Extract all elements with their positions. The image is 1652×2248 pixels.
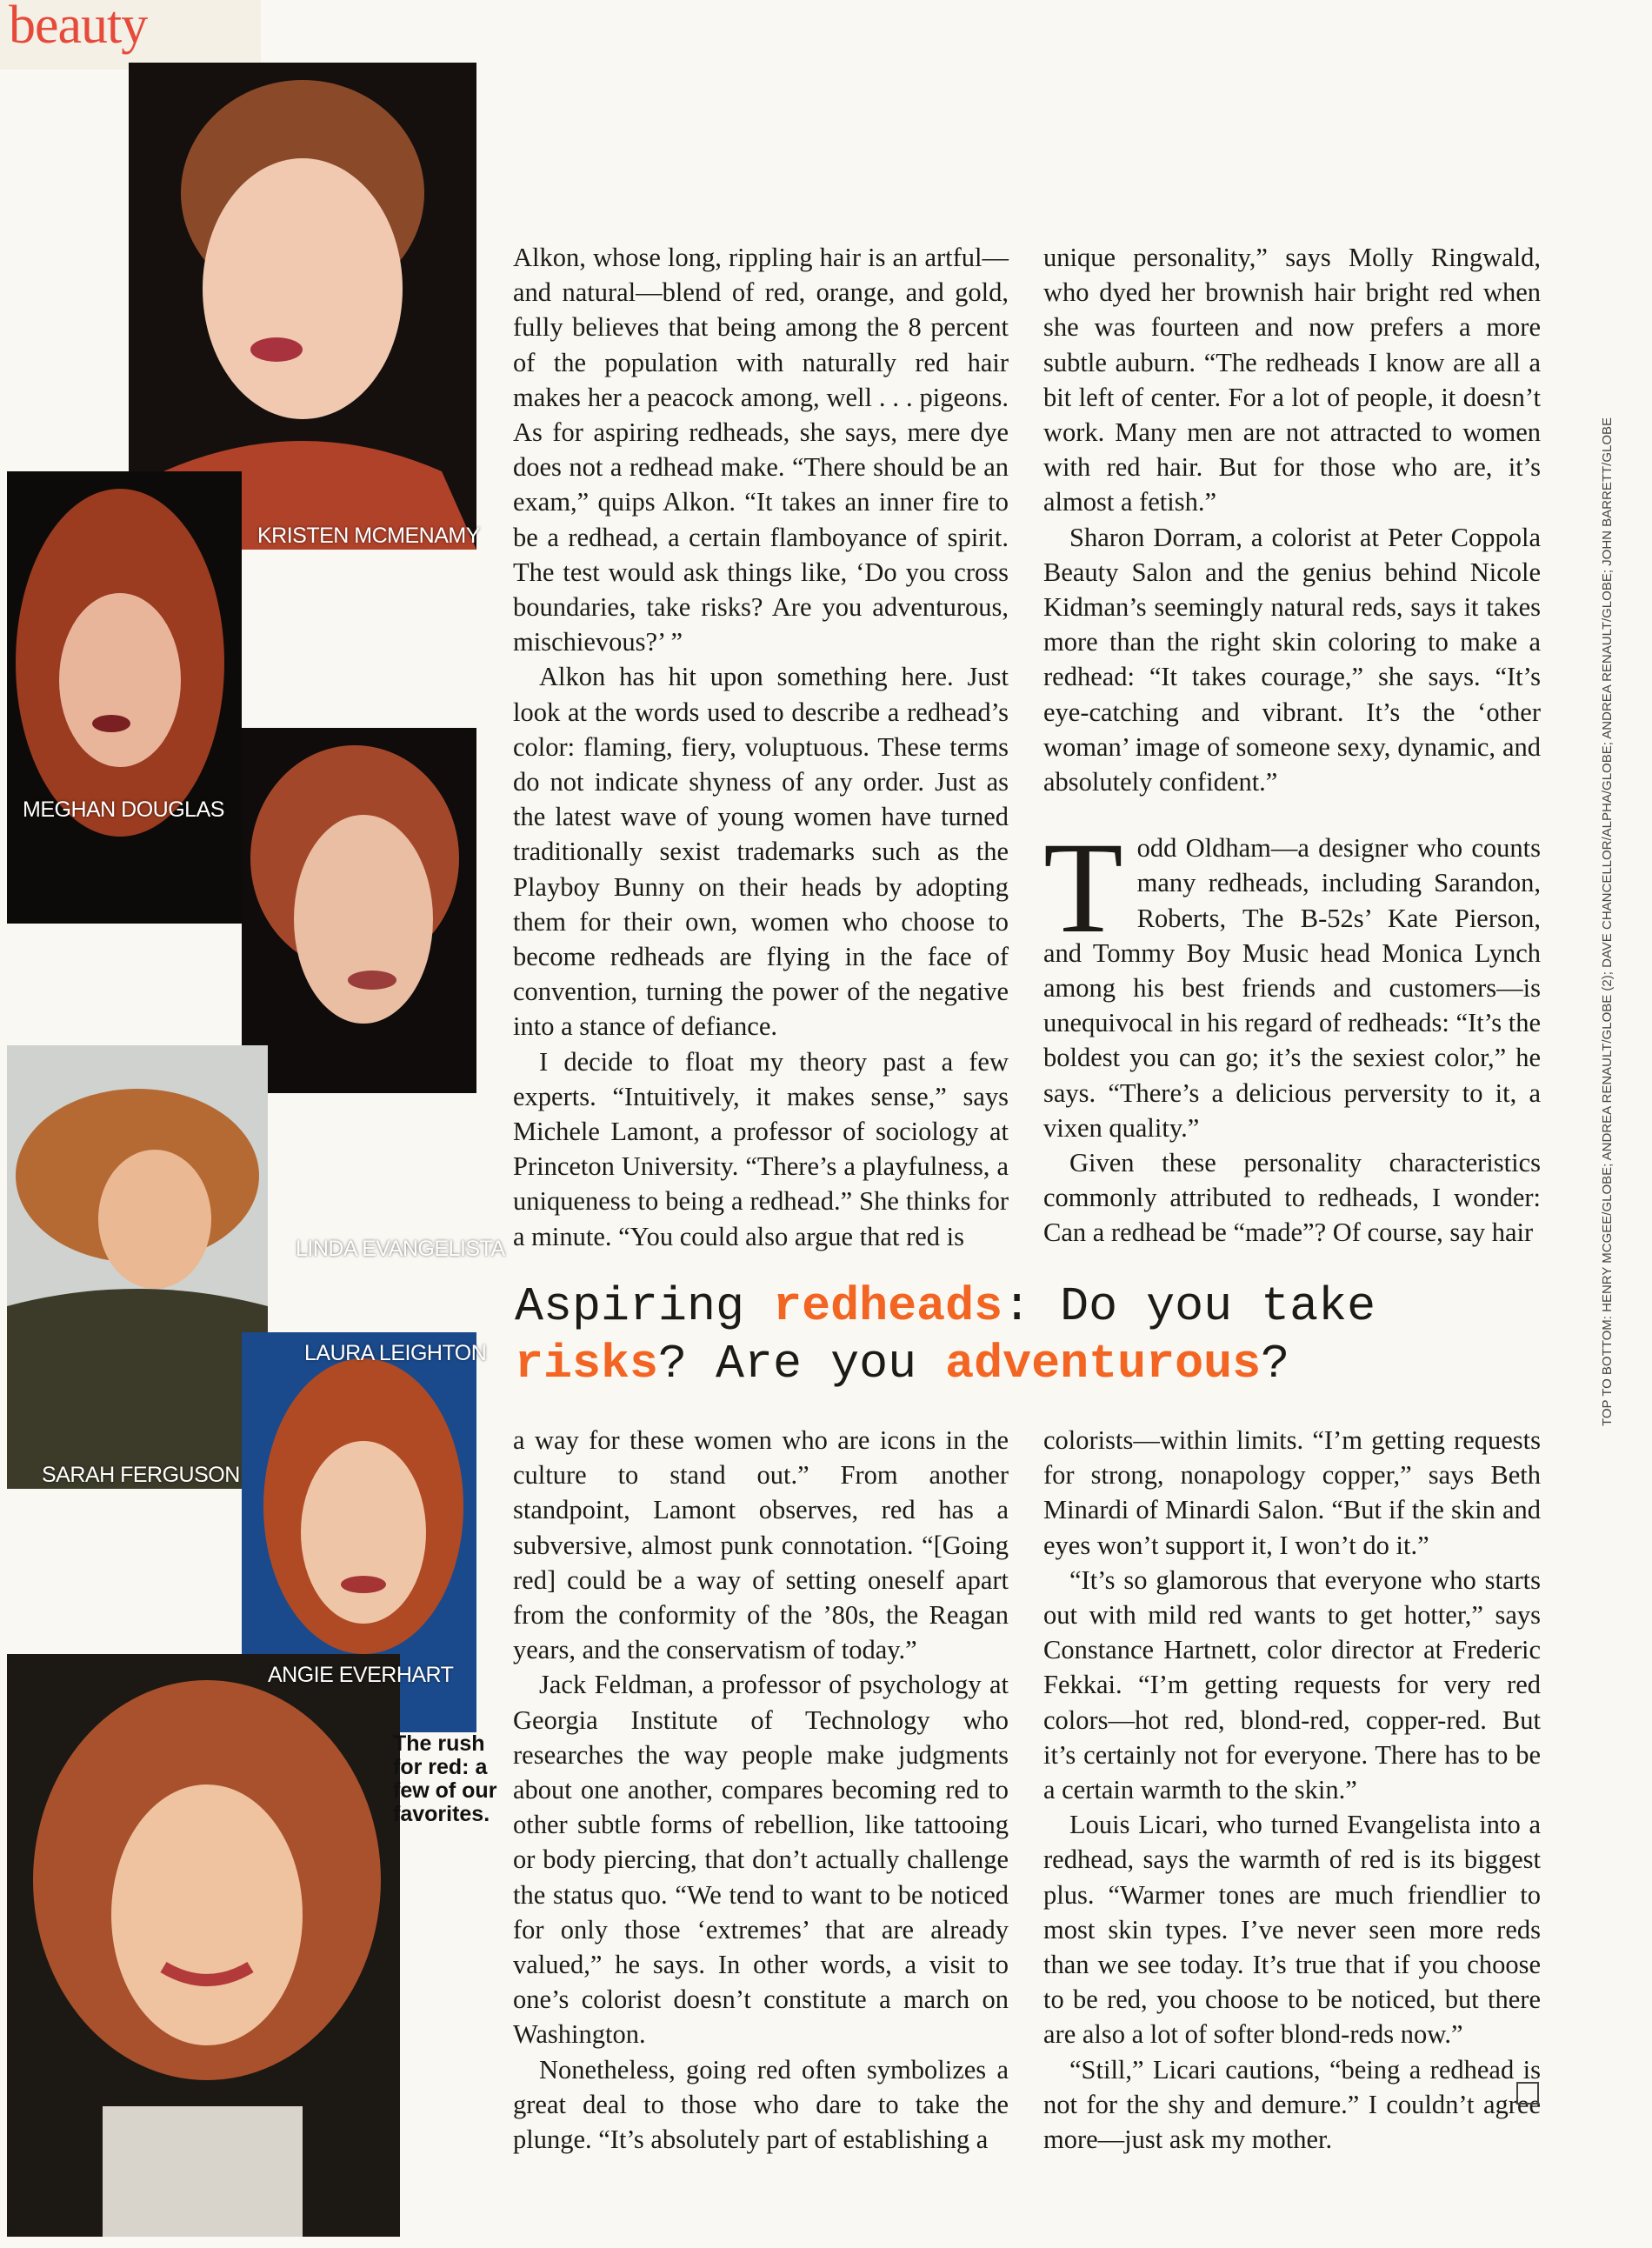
dropcap-letter: T xyxy=(1043,816,1123,961)
paragraph: “Still,” Licari cautions, “being a redhead is not for the shy and demure.” I couldn’t agree more—just ask my mother. xyxy=(1043,2054,1541,2155)
caption-sarah: SARAH FERGUSON xyxy=(42,1463,240,1487)
end-mark xyxy=(1516,2082,1539,2105)
paragraph: colorists—within limits. “I’m getting requests for strong, nonapology copper,” says Beth Minardi of Minardi Salon. “But if the skin and eyes won’t support it, I won’t do it.” xyxy=(1043,1425,1541,1560)
photo-meghan xyxy=(7,471,242,924)
section-header xyxy=(0,0,261,70)
photo-collage xyxy=(7,63,505,2237)
column-upper-left xyxy=(513,240,1009,1254)
column-lower-left xyxy=(513,1423,1009,2157)
section-title: beauty xyxy=(9,0,148,55)
paragraph: Jack Feldman, a professor of psychology at Georgia Institute of Technology who researches the way people make judgments about one another, compares becoming red to other subtle forms of rebellion, like tattooing or body piercing, that don’t actually challenge the status quo. “We tend to want to be noticed for only those ‘extremes’ that are already valued,” he says. In other words, a visit to one’s colorist doesn’t constitute a march on Washington. xyxy=(513,1670,1009,2050)
paragraph: “It’s so glamorous that everyone who starts out with mild red wants to get hotter,” says Constance Hartnett, color director at Frederic Fekkai. “I’m getting requests for very red colors—hot red, blond-red, copper-red. But it’s certainly not for everyone. There has to be a certain warmth to the skin.” xyxy=(1043,1564,1541,1805)
paragraph: Given these personality characteristics commonly attributed to redheads, I wonder: Can a redhead be “made”? Of course, say hair xyxy=(1043,1148,1541,1248)
caption-laura: LAURA LEIGHTON xyxy=(304,1341,487,1365)
caption-meghan: MEGHAN DOUGLAS xyxy=(23,797,224,822)
paragraph: a way for these women who are icons in the culture to stand out.” From another standpoint, Lamont observes, red has a subversive, almost punk connotation. “[Going red] could be a way of setting oneself apart from the conformity of the ’80s, the Reagan years, and the conservatism of today.” xyxy=(513,1425,1009,1665)
caption-angie: ANGIE EVERHART xyxy=(268,1663,454,1687)
column-lower-right xyxy=(1043,1423,1541,2157)
caption-kristen: KRISTEN MCMENAMY xyxy=(257,524,480,548)
paragraph: Louis Licari, who turned Evangelista into a redhead, says the warmth of red is its biggest plus. “Warmer tones are much friendlier to most skin types. I’ve never seen more reds than we see today. It’s true that if you choose to be red, you choose to be noticed, but there are also a lot of softer blond-reds now.” xyxy=(1043,1810,1541,2050)
paragraph: I decide to float my theory past a few experts. “Intuitively, it makes sense,” says Michele Lamont, a professor of sociology at Princeton University. “There’s a playfulness, a uniqueness to being a redhead.” She thinks for a minute. “You could also argue that red is xyxy=(513,1046,1009,1251)
photo-linda xyxy=(242,728,476,1093)
paragraph: Alkon, whose long, rippling hair is an artful—and natural—blend of red, orange, and gold, fully believes that being among the 8 percent of the population with naturally red hair makes her a peacock among, well . . . pigeons. As for aspiring redheads, she says, mere dye does not a redhead make. “There should be an exam,” quips Alkon. “It takes an inner fire to be a redhead, a certain flamboyance of spirit. The test would ask things like, ‘Do you cross boundaries, take risks? Are you adventurous, mischievous?’ ” xyxy=(513,243,1009,657)
paragraph: Alkon has hit upon something here. Just look at the words used to describe a redhead’s color: flaming, fiery, voluptuous. These terms do not indicate shyness of any order. Just as the latest wave of young women have turned traditionally sexist trademarks such as the Playboy Bunny on their heads by adopting them for their own, women who choose to become redheads are flying in the face of convention, turning the power of the negative into a stance of defiance. xyxy=(513,662,1009,1042)
paragraph: unique personality,” says Molly Ringwald, who dyed her brownish hair bright red when she was fourteen and now prefers a more subtle auburn. “The redheads I know are all a bit left of center. For a lot of people, it doesn’t work. Many men are not attracted to women with red hair. But for those who are, it’s almost a fetish.” xyxy=(1043,243,1541,517)
photo-angie xyxy=(7,1654,400,2237)
column-upper-right xyxy=(1043,240,1541,1251)
dropcap-paragraph: Todd Oldham—a designer who counts many redheads, including Sarandon, Roberts, The B-52s’ Kate Pierson, and Tommy Boy Music head Monica Lynch among his best friends and customers—is unequivocal in his regard of redheads: “It’s the boldest you can go; it’s the sexiest color,” he says. “There’s a delicious perversity to it, a vixen quality.” xyxy=(1043,816,1541,1143)
photo-sarah xyxy=(7,1045,268,1489)
pull-quote: Aspiring redheads: Do you take risks? Are you adventurous? xyxy=(515,1279,1376,1391)
caption-linda: LINDA EVANGELISTA xyxy=(296,1237,505,1261)
photo-credit: TOP TO BOTTOM: HENRY MCGEE/GLOBE; ANDREA RENAULT/GLOBE (2); DAVE CHANCELLOR/ALPHA/GLOBE; ANDREA RENAULT/GLOBE; JOHN BARRETT/GLOBE xyxy=(1600,417,1615,1426)
sidebar-note: The rush for red: a few of our favorites. xyxy=(393,1731,497,1826)
paragraph: Nonetheless, going red often symbolizes a great deal to those who dare to take the plunge. “It’s absolutely part of establishing a xyxy=(513,2054,1009,2155)
paragraph: Sharon Dorram, a colorist at Peter Coppola Beauty Salon and the genius behind Nicole Kidman’s seemingly natural reds, says it takes more than the right skin coloring to make a redhead: “It takes courage,” she says. “It’s eye-catching and vibrant. It’s the ‘other woman’ image of someone sexy, dynamic, and absolutely confident.” xyxy=(1043,522,1541,797)
